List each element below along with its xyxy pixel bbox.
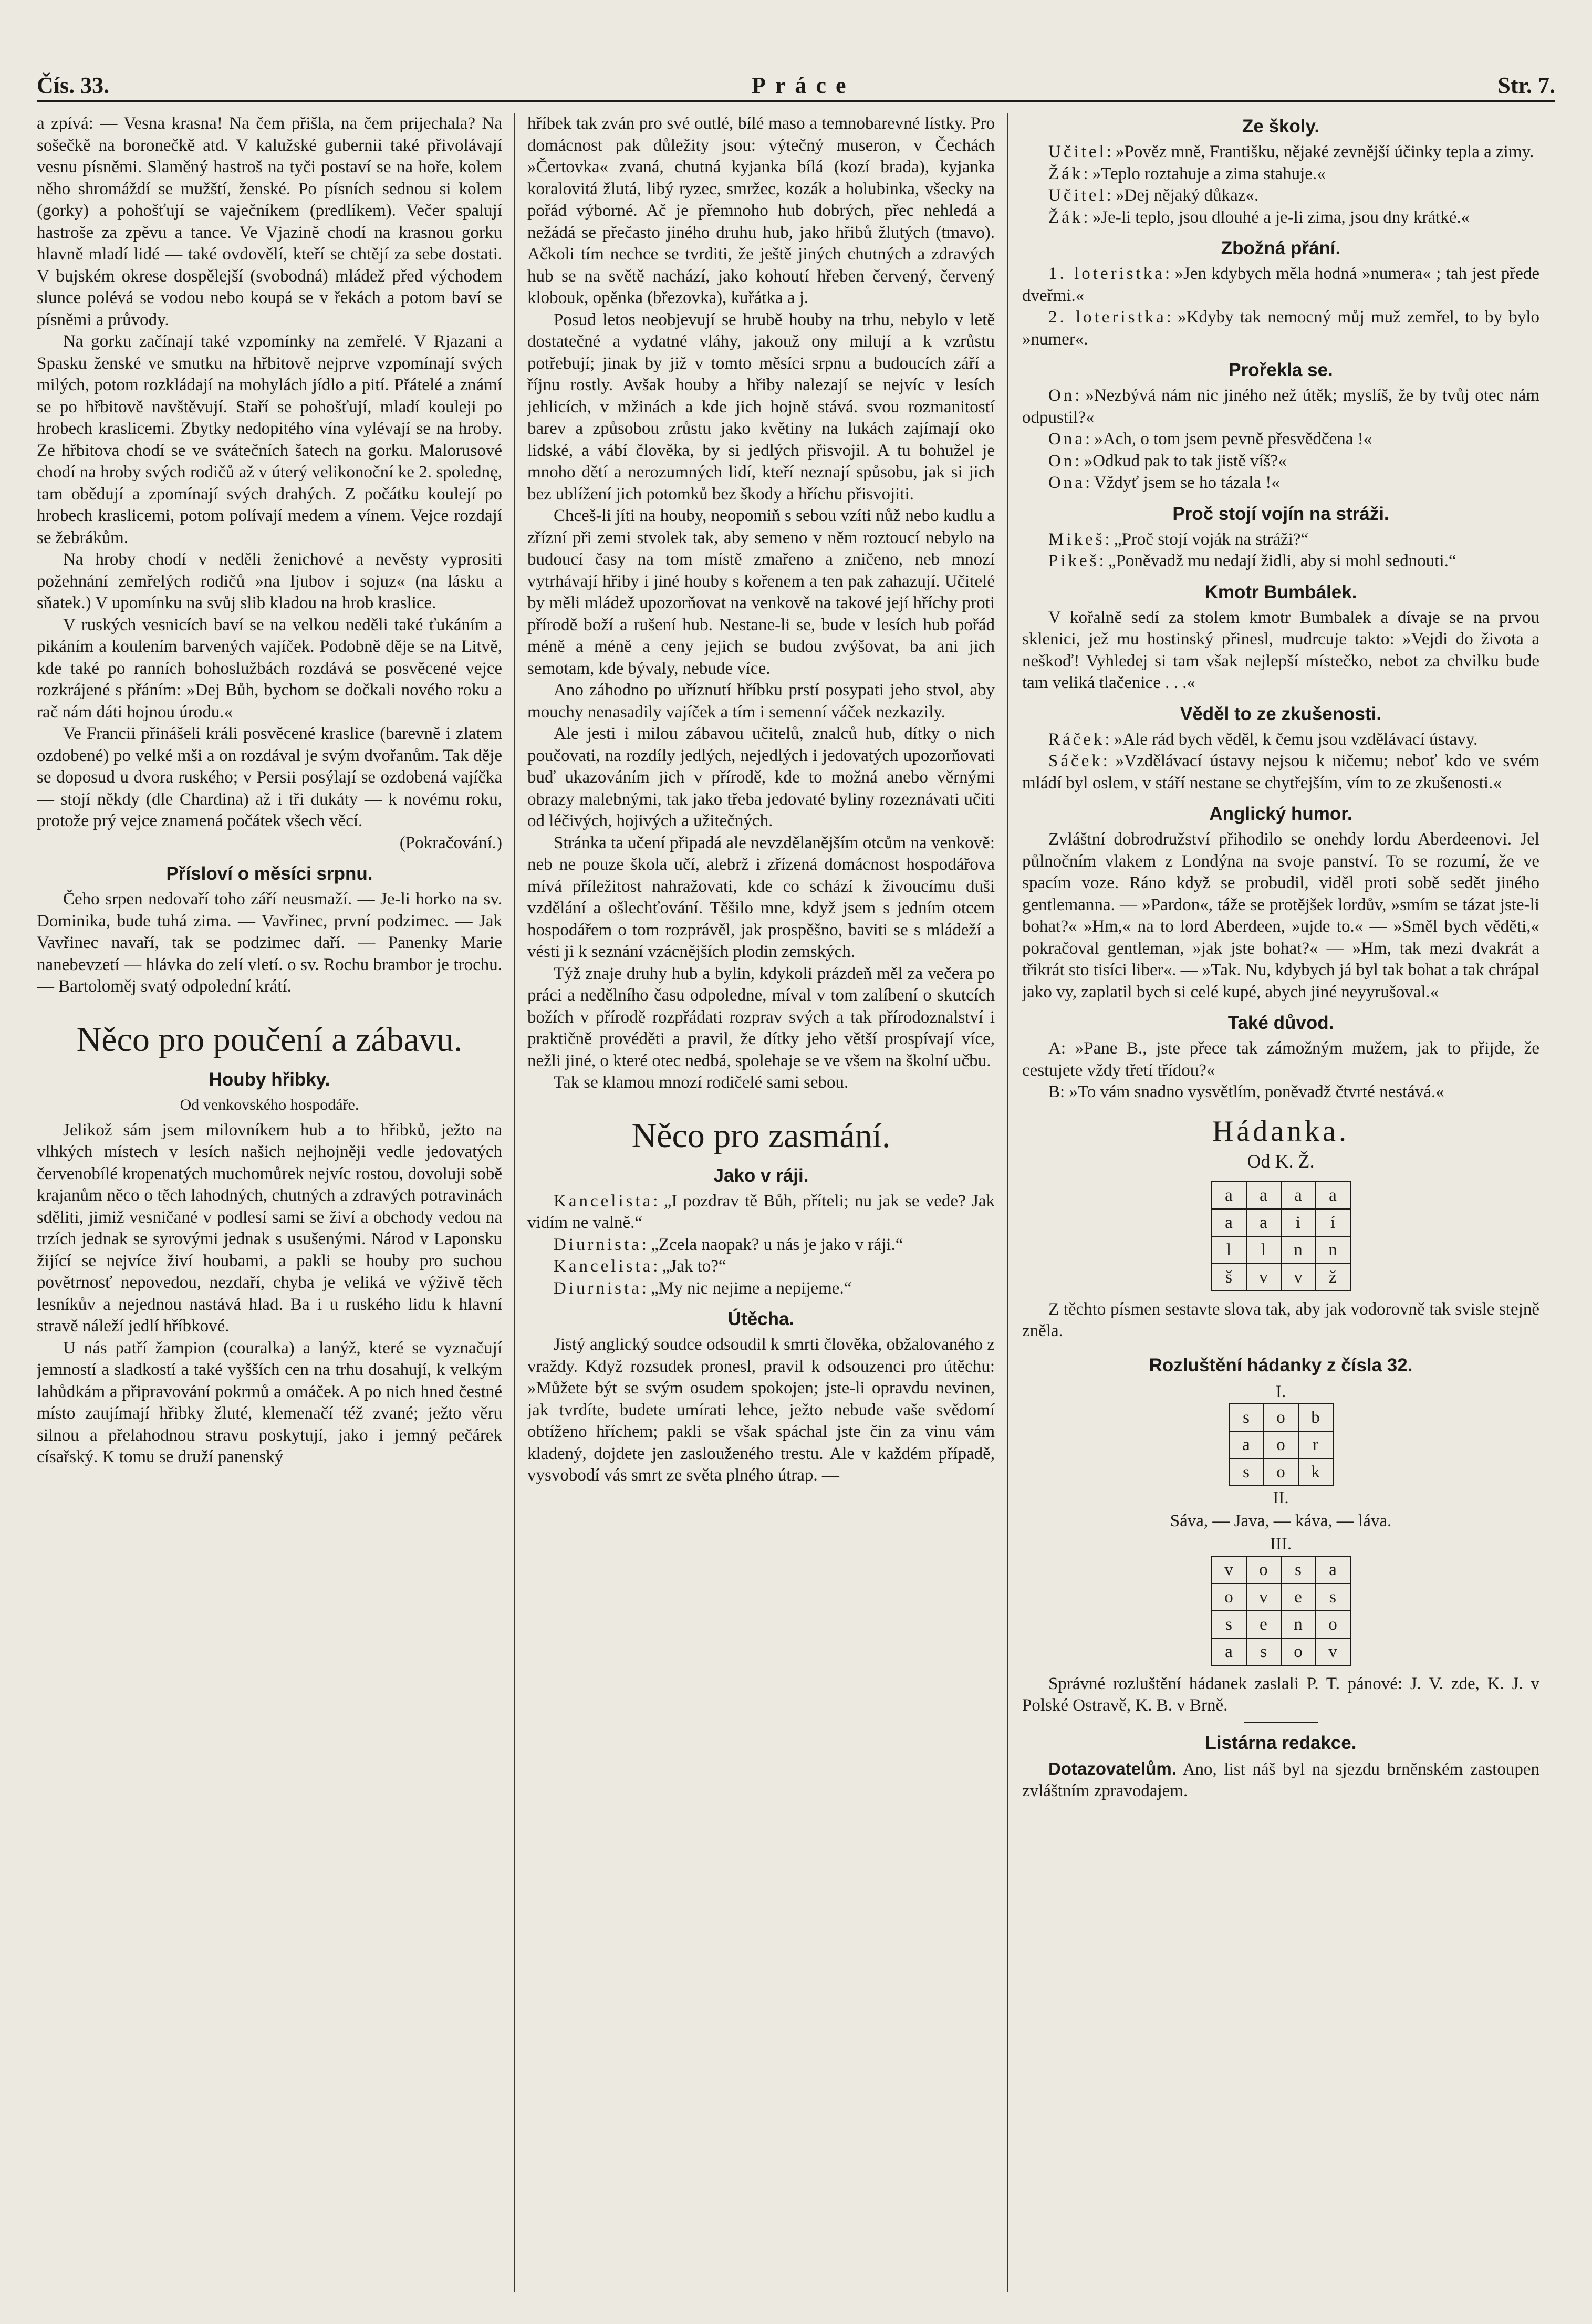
dialogue-line [1022, 472, 1539, 494]
dialogue-line [527, 1191, 995, 1234]
solution-grid-1 [1229, 1403, 1334, 1486]
newspaper-title: Práce [752, 72, 856, 98]
speech: : »Vzdělávací ústavy nejsou k ničemu; neboť kdo ve svém mládí byl oslem, v stáří nestane se chytřejším, vím to ze zkušenosti.« [1022, 752, 1539, 793]
grid-cell: a [1316, 1182, 1350, 1209]
dialogue-line [1022, 207, 1539, 229]
speech: : „My nic nejime a nepijeme.“ [641, 1278, 852, 1298]
speaker: Pikeš [1048, 551, 1099, 570]
speech: : „Proč stojí voják na stráži?“ [1105, 529, 1309, 549]
puzzle-heading: Hádanka. [1212, 1114, 1349, 1148]
grid-cell: e [1246, 1611, 1281, 1638]
grid-cell: o [1264, 1458, 1298, 1486]
grid-cell: e [1281, 1583, 1316, 1611]
proverbs-text: Čeho srpen nedovaří toho září neusmaží. — Je-li horko na sv. Dominika, bude tuhá zima. — Vavřinec, první podzimec. — Jak Vavřinec navaří, tak se podzimec daří. — Panenky Marie nanebevzetí — hlávka do zelí vletí. o sv. Rochu brambor je trochu. — Bartoloměj svatý odpolední krátí. [37, 890, 502, 996]
continuation-note: (Pokračování.) [399, 833, 502, 852]
speech: : „Zcela naopak? u nás je jako v ráji.“ [641, 1235, 903, 1254]
speech: : Vždyť jsem se ho tázala !« [1085, 473, 1280, 492]
speech: : »Pane B., jste přece tak zámožným mužem, jak to přijde, že cestujete vždy třetí třídou?« [1022, 1039, 1539, 1080]
paragraph: Ale jesti i milou zábavou učitelů, znalců hub, dítky o nich poučovati, na rozdíly jedlých, nejedlých i jedovatých upozorňovati buď ukazováním jich v přírodě, kde to možná anebo věrnými obrazy malebnými, tak jako třeba jedovaté byliny rozeznávati učiti od léčivých, hojivých a užitečných. [527, 724, 995, 830]
paragraph: Na hroby chodí v neděli ženichové a nevěsty vyprositi požehnání zemřelých rodičů »na ljubov i sojuz« (na lásku a sňatek.) V upomínku na svůj slib kladou na hrob kraslice. [37, 550, 502, 612]
paragraph: U nás patří žampion (couralka) a lanýž, které se vyznačují jemností a sladkostí a také vyšších cen na trhu dosahují, k velkým lahůdkám a připravování pokrmů a omáček. A po nich hned čestné místo zaujímají hřibky žluté, klemenačí též zvané; ježto věru silnou a přelahodnou stravu poskytují, jako i jemný pečárek císařský. K tomu se druží panenský [37, 1338, 502, 1466]
paragraph: Stránka ta učení připadá ale nevzdělanějším otcům na venkově: neb ne pouze škola učí, alebrž i zřízená domácnost hospodářova mívá příležitost nahražovati, kde co schází k živoucímu duši vzdělání a ošlechťování. Těšilo mne, když jsem s jedním otcem hospodářem o tom rozprávěl, jak prospěšno, baviti se s mládeží a vésti ji k seznání vzácnějších plodin zemských. [527, 833, 995, 961]
solution-text: Sáva, — Java, — káva, — láva. [1170, 1511, 1392, 1530]
grid-cell: b [1298, 1404, 1333, 1431]
column-3 [1007, 113, 1539, 2292]
grid-cell: n [1316, 1236, 1350, 1264]
joke-heading: Anglický humor. [1209, 804, 1352, 824]
grid-cell: s [1281, 1556, 1316, 1583]
grid-cell: l [1212, 1236, 1246, 1264]
dialogue-line [1022, 729, 1539, 751]
grid-cell: s [1246, 1638, 1281, 1665]
column-1 [37, 113, 514, 2292]
speaker: B [1048, 1082, 1060, 1101]
joke-heading: Útěcha. [727, 1309, 795, 1329]
solution-number: II. [1273, 1488, 1289, 1507]
grid-cell: v [1212, 1556, 1246, 1583]
grid-cell: a [1281, 1182, 1316, 1209]
dialogue-line [1022, 751, 1539, 794]
speaker: Ráček [1048, 729, 1105, 749]
grid-cell: a [1212, 1209, 1246, 1236]
speaker: Diurnista [554, 1235, 642, 1254]
speaker: 2. loteristka [1048, 308, 1167, 327]
speaker: Ona [1048, 430, 1085, 449]
speech: : »Ach, o tom jsem pevně přesvědčena !« [1085, 430, 1372, 449]
section-heading-education: Něco pro poučení a zábavu. [76, 1020, 463, 1059]
speaker: Kancelista [554, 1257, 653, 1276]
running-head [37, 62, 1555, 99]
speaker: Žák [1048, 164, 1084, 183]
grid-cell: a [1246, 1209, 1281, 1236]
listarna-reply: Ano, list náš byl na sjezdu brněnském zastoupen zvláštním zpravodajem. [1022, 1759, 1539, 1800]
grid-cell: a [1212, 1182, 1246, 1209]
speaker: Žák [1048, 207, 1084, 227]
issue-number: Čís. 33. [37, 72, 110, 98]
grid-cell: o [1212, 1583, 1246, 1611]
paragraph: Jelikož sám jsem milovníkem hub a to hřibků, ježto na vlhkých místech v lesích našich nejhojněji vedle jedovatých červenobílé kropenatých muchomůrek nejvíc rostou, dovoluji sobě krajanům něco o těch lahodných, chutných a zdravých potravinách sděliti, jimiž vesničané v podlesí sami se živí a obchody vedou na trzích jednak se syrovými jednak s usušenými. Národ v Laponsku žijící se nejvíce živí houbami, a pakli se houby pro suchou povětrnosť nepovedou, nezdaří, chyba je veliká ve výživě těch lesníkův a nejednou nastává hlad. Ba i u ruského lidu k hlavní stravě náleží jedlí hříbkové. [37, 1120, 502, 1336]
grid-cell: o [1246, 1556, 1281, 1583]
grid-cell: s [1229, 1404, 1264, 1431]
solution-heading: Rozluštění hádanky z čísla 32. [1149, 1354, 1413, 1375]
dialogue-line [1022, 550, 1539, 572]
grid-cell: v [1246, 1583, 1281, 1611]
grid-cell: s [1212, 1611, 1246, 1638]
puzzle-task: Z těchto písmen sestavte slova tak, aby jak vodorovně tak svisle stejně zněla. [1022, 1299, 1539, 1340]
dialogue-line [1022, 163, 1539, 185]
grid-cell: a [1246, 1182, 1281, 1209]
paragraph: hříbek tak zván pro své outlé, bílé maso a temnobarevné lístky. Pro domácnost pak důležity jsou: výtečný museron, v Čechách »Čertovka« zvaná, chutná kyjanka bílá (kozí brada), kyjanka koralovitá žlutá, libý ryzec, smržec, kozák a holubinka, všecky na pořád výborné. Ač je přemnoho hub dobrých, přec nehledá a nežádá se přečasto jiného druhu hub, jako hřibů žlutých (tmavo). Ačkoli tím nechce se tvrditi, že ještě jiných chutných a zdravých hub se na světě nachází, jako kohoutí hřeben červený, červený klobouk, opěnka (březovka), kuřátka a j. [527, 114, 995, 307]
grid-cell: o [1281, 1638, 1316, 1665]
grid-cell: v [1281, 1264, 1316, 1291]
grid-cell: k [1298, 1458, 1333, 1486]
speech: : „Jak to?“ [653, 1257, 726, 1276]
joke-heading: Proč stojí vojín na stráži. [1172, 503, 1389, 524]
paragraph: V kořalně sedí za stolem kmotr Bumbalek a dívaje se na prvou sklenici, jež mu hostinský přinesl, mudrcuje takto: »Vejdi do života a neškoď! Vyhledej si tam však nejlepší místečko, nebot za chvilku bude tam veliká tlačenice . . .« [1022, 608, 1539, 692]
speech: : »Ale rád bych věděl, k čemu jsou vzdělávací ústavy. [1105, 729, 1478, 749]
grid-cell: s [1316, 1583, 1350, 1611]
byline: Od venkovského hospodáře. [180, 1096, 359, 1113]
dialogue-line [1022, 185, 1539, 207]
section-heading-humor: Něco pro zasmání. [631, 1116, 891, 1155]
grid-cell: i [1281, 1209, 1316, 1236]
grid-cell: l [1246, 1236, 1281, 1264]
speech: : »Teplo roztahuje a zima stahuje.« [1083, 164, 1326, 183]
grid-cell: o [1316, 1611, 1350, 1638]
joke-heading: Také důvod. [1227, 1013, 1334, 1033]
paragraph: Zvláštní dobrodružství přihodilo se onehdy lordu Aberdeenovi. Jel půlnočním vlakem z Londýna na svoje panství. To se rozumí, že ve spacím voze. Ráno když se probudil, viděl proti sobě sedět jiného gentlemanna. — »Pardon«, táže se protějšek lordův, »smím se tázat jste-li bohat?« »Hm,« na to lord Aberdeen, »ujde to.« — »Směl bych věděti,« pokračoval gentleman, »jak jste bohat?« — »Hm, tak mezi dvakrát a třikrát sto tisíci liber«. — »Tak. Nu, kdybych já byl tak bohat a tak chrápal jako vy, zaplatil bych si celé kupé, abych jiné neyyrušoval.« [1022, 830, 1539, 1002]
header-rule [37, 100, 1555, 102]
dialogue-line [527, 1234, 995, 1256]
listarna-label: Dotazovatelům. [1048, 1758, 1177, 1778]
joke-heading: Věděl to ze zkušenosti. [1180, 703, 1382, 724]
speaker: A [1048, 1039, 1061, 1058]
grid-cell: n [1281, 1611, 1316, 1638]
speech: : „I pozdrav tě Bůh, příteli; nu jak se vede? Jak vidím ne valně.“ [527, 1191, 995, 1232]
grid-cell: a [1212, 1638, 1246, 1665]
speech: : »Kdyby tak nemocný můj muž zemřel, to by bylo »numer«. [1022, 308, 1539, 349]
paragraph: Ano záhodno po uříznutí hříbku prstí posypati jeho stvol, aby mouchy nenasadily vajíček a tím i semenní váček nezkazily. [527, 681, 995, 722]
paragraph: V ruských vesnicích baví se na velkou neděli také ťukáním a pikáním a koulením barvených vajíček. Podobně děje se na Litvě, kde také po ranních bohoslužbách rozdává se posvěcené vejce rozkrájené s přáním: »Dej Bůh, bychom se dočkali nového roku a rač nám dáti hojnou úrodu.« [37, 615, 502, 722]
dialogue-line [527, 1278, 995, 1300]
paragraph: Na gorku začínají také vzpomínky na zemřelé. V Rjazani a Spasku ženské ve smutku na hřbitově nejprve vzpomínají svých milých, potom rozkládají na mohylách jídlo a pití. Přátelé a známí se po hřbitově navštěvují. Staří se pohošťují, mladí kouleji po hrobech kraslicemi. Zbytky nedopitého vína vylévají se na hroby. Ze hřbitova chodí se ve svátečních šatech na gorku. Malorusové chodí na hroby svých rodičů až v úterý velikonoční ke 2. spolednę, tam obědují a zpomínají svých drahých. Z počátku koulejí po hrobech kraslicemi, potom polívají medem a vínem. Vejce rozdají se žebrákům. [37, 332, 502, 547]
puzzle-author: Od K. Ž. [1247, 1150, 1315, 1172]
paragraph: Týž znaje druhy hub a bylin, kdykoli prázdeň měl za večera po práci a nedělního času odpoledne, míval v tom zalíbení o skutcích božích v přírodě rozpřádati rozprav svých a tak přírodoznalství i praktičně provéděti a pravil, že dítky jeho větší prospívají více, nežli jiné, o které otec nedbá, spolehaje se ve všem na školní učbu. [527, 964, 995, 1070]
grid-cell: v [1246, 1264, 1281, 1291]
speech: : „Poněvadž mu nedají židli, aby si mohl sednouti.“ [1099, 551, 1456, 570]
paragraph: a zpívá: — Vesna krasna! Na čem přišla, na čem prijechala? Na sošečkě na boronečkě atd. V kalužské gubernii také přivolávají vesnu písněmi. Slaměný hastroš na tyči postaví se na hoře, kolem něho shromáždí se mužští, ženské. Po písních sednou si kolem (gorky) a pohošťují se vaječníkem (predlíkem). Večer spalují hastroše za zpěvu a tance. Ve Vjazině chodí na krasnou gorku hlavně mladí lidé — také ovdovělí, kteří se chtějí za sebe dostati. V bujském okrese dospělejší (svobodná) mládež před východem slunce polévá se vodou nebo koupá se v řekách a potom baví se písněmi a průvody. [37, 114, 502, 329]
grid-cell: ž [1316, 1264, 1350, 1291]
grid-cell: r [1298, 1431, 1333, 1458]
solution-number: I. [1275, 1382, 1286, 1401]
dialogue-line [527, 1256, 995, 1278]
speech: : »Jen kdybych měla hodná »numera« ; tah jest přede dveřmi.« [1022, 264, 1539, 305]
speech: : »Je-li teplo, jsou dlouhé a je-li zima, jsou dny krátké.« [1083, 207, 1470, 227]
columns [37, 113, 1555, 2292]
column-2 [514, 113, 1007, 2292]
joke-heading: Prořekla se. [1229, 360, 1333, 380]
speaker: Diurnista [554, 1278, 642, 1298]
article-heading: Houby hřibky. [209, 1069, 330, 1090]
joke-heading: Zbožná přání. [1221, 238, 1341, 258]
solution-number: III. [1270, 1534, 1292, 1554]
speech: : »Dej nějaký důkaz«. [1106, 186, 1259, 205]
grid-cell: o [1264, 1431, 1298, 1458]
speaker: Mikeš [1048, 529, 1105, 549]
dialogue-line [1022, 141, 1539, 163]
grid-cell: o [1264, 1404, 1298, 1431]
paragraph: Jistý anglický soudce odsoudil k smrti člověka, obžalovaného z vraždy. Když rozsudek pronesl, pravil k odsouzenci pro útěchu: »Můžete být se svým osudem spokojen; jste-li opravdu nevinen, jak tvrdíte, budete umírati lehce, ježto nebude vaše svědomí obtíženo hříchem; pakli se však spáchal jste čin za vinu vám kladený, dojdete jen zaslouženého trestu. Ale v každém případě, vysvobodí vás smrt ze světa plného útrap. — [527, 1335, 995, 1485]
listarna-heading: Listárna redakce. [1205, 1732, 1357, 1753]
joke-heading: Ze školy. [1242, 116, 1320, 137]
dialogue-line [1022, 429, 1539, 451]
speaker: Učitel [1048, 142, 1107, 161]
listarna-text [1022, 1758, 1539, 1802]
speech: : »Nezbývá nám nic jiného než útěk; myslíš, že by tvůj otec nám odpustil?« [1022, 386, 1539, 427]
grid-cell: š [1212, 1264, 1246, 1291]
grid-cell: n [1281, 1236, 1316, 1264]
dialogue-line [1022, 385, 1539, 429]
grid-cell: a [1316, 1556, 1350, 1583]
dialogue-line [1022, 307, 1539, 350]
paragraph: Tak se klamou mnozí rodičelé sami sebou. [554, 1073, 849, 1092]
page-number: Str. 7. [1497, 72, 1555, 98]
speech: : »Odkud pak to tak jistě víš?« [1075, 451, 1287, 471]
solution-grid-3 [1211, 1556, 1351, 1666]
dialogue-line [1022, 263, 1539, 307]
divider [1244, 1722, 1318, 1723]
grid-cell: a [1229, 1431, 1264, 1458]
paragraph: Posud letos neobjevují se hrubě houby na trhu, nebylo v letě dostatečné a vydatné vláhy, jakouž ony milují a k vzrůstu potřebují; jinak by již v tomto měsíci srpnu a budoucích září a říjnu rostly. Avšak houby a hřiby nalezají se nejvíc v lesích jehlicích, v mžinách a kde jich hojně stává. svou rozmanitostí barev a způsobou zrůstu jako květiny na lukách zajímají oko lidské, a vábí člověka, by si jedlých přisvojil. A tu bohužel je mnoho dětí a nerozumných lidí, kteří neznají spůsobu, jak si jich bez ublížení jich potomků bez škody a hříchu přisvojiti. [527, 310, 995, 504]
speaker: 1. loteristka [1048, 264, 1165, 283]
dialogue-line [1022, 1081, 1539, 1103]
dialogue-line [1022, 1038, 1539, 1081]
speaker: Kancelista [554, 1191, 653, 1211]
joke-heading: Kmotr Bumbálek. [1204, 581, 1357, 602]
dialogue-line [1022, 529, 1539, 551]
grid-cell: v [1316, 1638, 1350, 1665]
paragraph: Chceš-li jíti na houby, neopomiň s sebou vzíti nůž nebo kudlu a zřízní při zemi stvolek tak, aby semeno v něm roztoucí nebylo na budoucí časy na tom místě zmařeno a zničeno, neb mnozí vytrhávají hřiby i jiné houby s kořenem a ten pak zahazují. Učitelé by měli mládež upozorňovat na venkově na takové její hříchy proti přírodě boží a rušení hub. Nestane-li se, bude v lesích hub pořád méně a méně a ceny jejich se budou zvýšovat, ba ani jich semotam, kde bývaly, nebude více. [527, 506, 995, 678]
solution-senders: Správné rozluštění hádanek zaslali P. T. pánové: J. V. zde, K. J. v Polské Ostravě, K. B. v Brně. [1022, 1674, 1539, 1715]
speech: : »To vám snadno vysvětlím, poněvadž čtvrté nestává.« [1060, 1082, 1444, 1101]
paragraph: Ve Francii přinášeli králi posvěcené kraslice (barevně i zlatem ozdobené) po velké mši a on rozdával je svým dvořanům. Tak děje se doposud u dvora ruského; v Persii posýlají se ozdobená vajíčka — stojí někdy (dle Chardina) až i tři dukáty — k novému roku, protože prý vejce znamená počátek všech věcí. [37, 724, 502, 830]
dialogue-line [1022, 451, 1539, 473]
speaker: Sáček [1048, 752, 1103, 770]
grid-cell: s [1229, 1458, 1264, 1486]
speaker: Učitel [1048, 186, 1107, 205]
puzzle-grid [1211, 1181, 1351, 1291]
proverbs-heading: Přísloví o měsíci srpnu. [166, 863, 373, 884]
grid-cell: í [1316, 1209, 1350, 1236]
speaker: Ona [1048, 473, 1085, 492]
speech: : »Pověz mně, Františku, nějaké zevnější účinky tepla a zimy. [1106, 142, 1534, 161]
joke-heading: Jako v ráji. [713, 1165, 809, 1186]
speaker: On [1048, 386, 1075, 405]
speaker: On [1048, 451, 1075, 471]
